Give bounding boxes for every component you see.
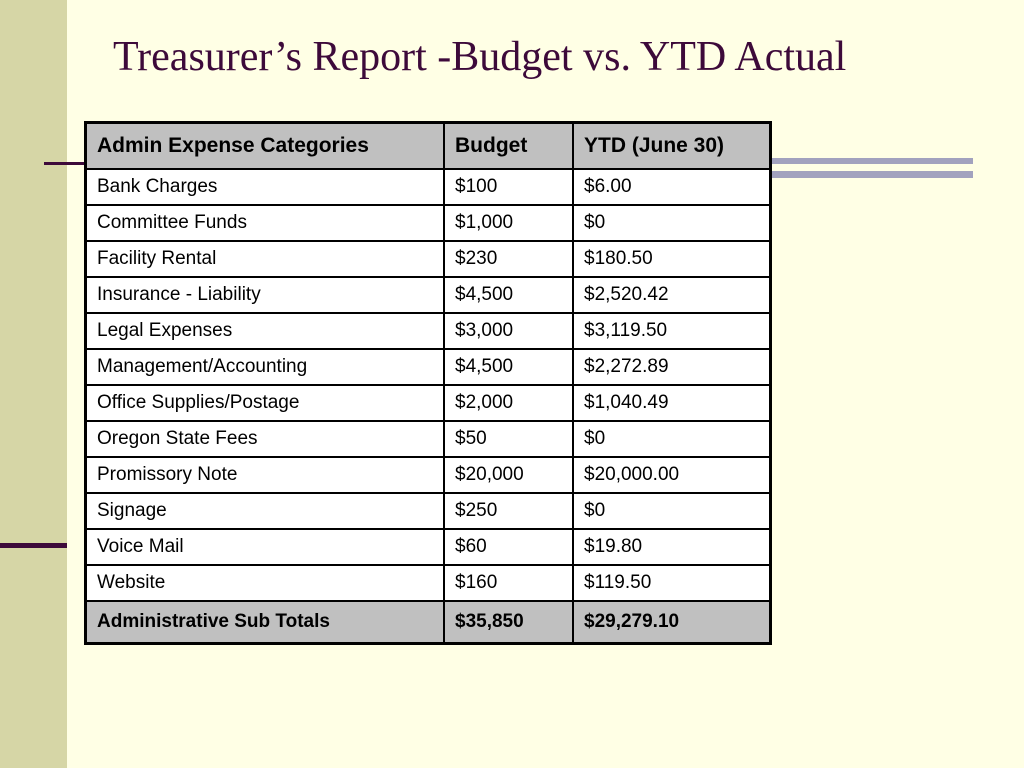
table-row	[86, 349, 771, 385]
budget-cell: $4,500	[444, 349, 573, 385]
budget-cell: $160	[444, 565, 573, 601]
category-cell: Oregon State Fees	[86, 421, 445, 457]
budget-cell: $230	[444, 241, 573, 277]
budget-table	[84, 121, 772, 645]
table-row	[86, 457, 771, 493]
category-cell: Facility Rental	[86, 241, 445, 277]
category-cell: Office Supplies/Postage	[86, 385, 445, 421]
slide-title: Treasurer’s Report -Budget vs. YTD Actual	[113, 34, 847, 80]
slide-sidebar	[0, 0, 67, 768]
table-row	[86, 385, 771, 421]
table-header-row	[86, 123, 771, 170]
table-row	[86, 565, 771, 601]
table-row	[86, 493, 771, 529]
category-cell: Voice Mail	[86, 529, 445, 565]
header-rule-right-top	[768, 158, 973, 164]
column-header-category: Admin Expense Categories	[86, 123, 445, 170]
ytd-cell: $2,272.89	[573, 349, 771, 385]
table-row	[86, 205, 771, 241]
column-header-ytd: YTD (June 30)	[573, 123, 771, 170]
ytd-cell: $1,040.49	[573, 385, 771, 421]
table-row	[86, 241, 771, 277]
category-cell: Committee Funds	[86, 205, 445, 241]
table-row	[86, 169, 771, 205]
ytd-cell: $0	[573, 205, 771, 241]
ytd-cell: $19.80	[573, 529, 771, 565]
header-rule-left	[44, 162, 88, 165]
ytd-cell: $3,119.50	[573, 313, 771, 349]
budget-cell: $60	[444, 529, 573, 565]
category-cell: Management/Accounting	[86, 349, 445, 385]
category-cell: Insurance - Liability	[86, 277, 445, 313]
ytd-cell: $119.50	[573, 565, 771, 601]
budget-cell: $3,000	[444, 313, 573, 349]
category-cell: Bank Charges	[86, 169, 445, 205]
ytd-cell: $0	[573, 421, 771, 457]
ytd-cell: $2,520.42	[573, 277, 771, 313]
total-budget-cell: $35,850	[444, 601, 573, 644]
category-cell: Signage	[86, 493, 445, 529]
budget-cell: $20,000	[444, 457, 573, 493]
budget-cell: $4,500	[444, 277, 573, 313]
header-rule-right-bottom	[768, 171, 973, 178]
ytd-cell: $6.00	[573, 169, 771, 205]
category-cell: Website	[86, 565, 445, 601]
table-row	[86, 313, 771, 349]
table-row	[86, 421, 771, 457]
table-row	[86, 277, 771, 313]
budget-cell: $100	[444, 169, 573, 205]
budget-cell: $2,000	[444, 385, 573, 421]
totals-row	[86, 601, 771, 644]
sidebar-accent-bar	[0, 543, 67, 548]
category-cell: Promissory Note	[86, 457, 445, 493]
total-label-cell: Administrative Sub Totals	[86, 601, 445, 644]
category-cell: Legal Expenses	[86, 313, 445, 349]
total-ytd-cell: $29,279.10	[573, 601, 771, 644]
column-header-budget: Budget	[444, 123, 573, 170]
budget-cell: $1,000	[444, 205, 573, 241]
budget-cell: $50	[444, 421, 573, 457]
ytd-cell: $20,000.00	[573, 457, 771, 493]
table-row	[86, 529, 771, 565]
ytd-cell: $0	[573, 493, 771, 529]
ytd-cell: $180.50	[573, 241, 771, 277]
budget-cell: $250	[444, 493, 573, 529]
